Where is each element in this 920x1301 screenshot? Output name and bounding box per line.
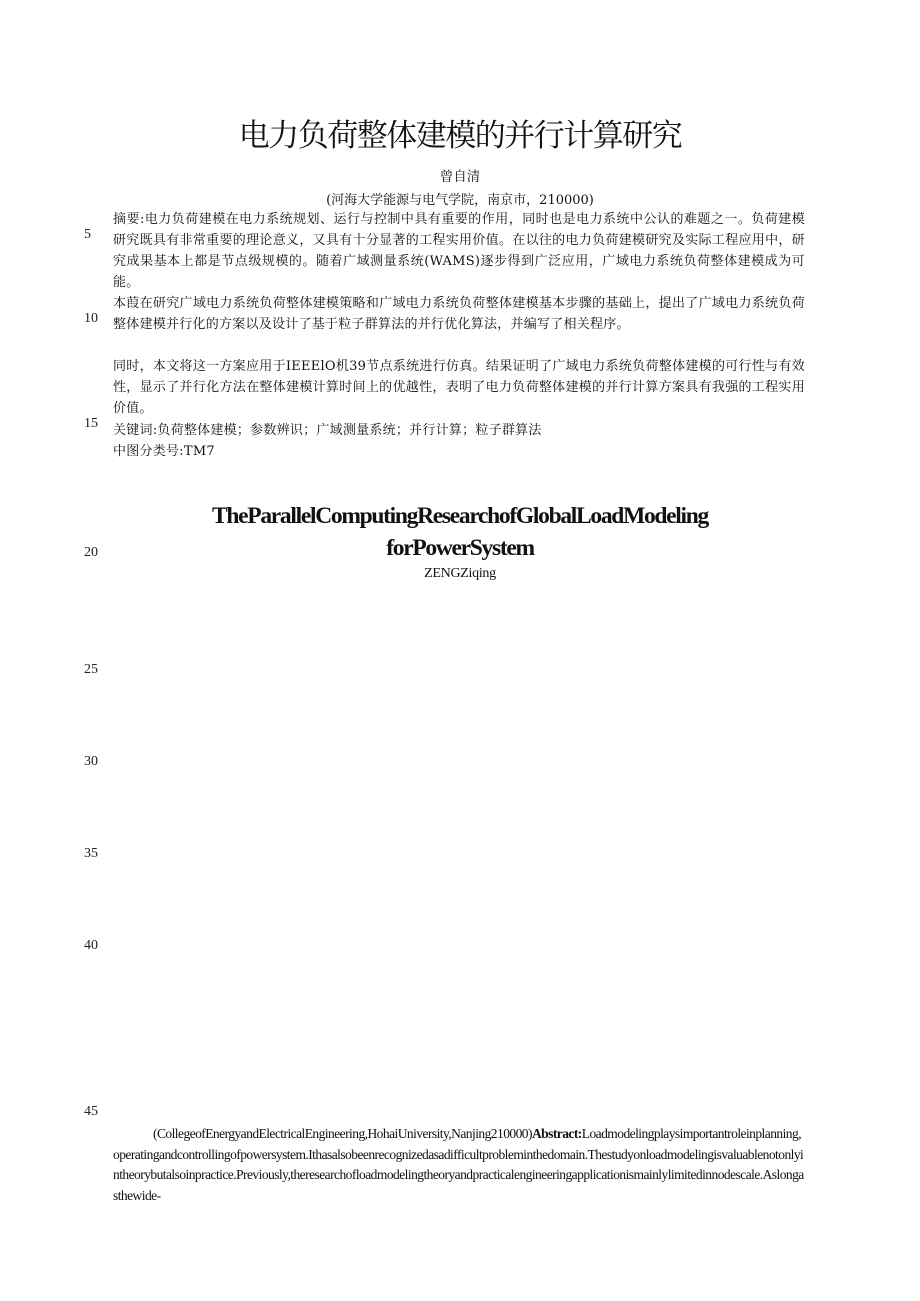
paper-title-en <box>0 500 920 564</box>
classification-label: 中图分类号 <box>113 444 180 459</box>
abstract-cn-paragraph-1 <box>113 209 805 293</box>
abstract-cn-label: 摘要 <box>113 212 140 227</box>
line-number-20: 20 <box>84 545 98 560</box>
author-name-en: ZENGZiqing <box>424 566 496 581</box>
keywords-cn <box>113 420 805 441</box>
paper-title-en-line-2: forPowerSystem <box>386 535 534 561</box>
classification-text: :TM7 <box>179 444 215 459</box>
line-number-5: 5 <box>84 227 91 242</box>
affiliation-en: (CollegeofEnergyandElectricalEngineering,HohaiUniversity,Nanjing210000) <box>153 1126 532 1141</box>
affiliation-cn: (河海大学能源与电气学院，南京市，210000) <box>326 193 594 208</box>
abstract-cn-paragraph-2 <box>113 293 805 335</box>
keywords-text: :负荷整体建模；参数辨识；广域测量系统；并行计算；粒子群算法 <box>152 423 542 438</box>
line-number-45: 45 <box>84 1104 98 1119</box>
keywords-label: 关键词 <box>113 423 153 438</box>
author-name-cn: 曾自清 <box>439 169 481 185</box>
abstract-cn-text-1: :电力负荷建模在电力系统规划、运行与控制中具有重要的作用，同时也是电力系统中公认的难题之一。负荷建模研究既具有非常重要的理论意义，又具有十分显著的工程实用价值。在以往的电力负荷建模研究及实际工程应用中，研究成果基本上都是节点级规模的。随着广域测量系统(WAMS)逐步得到广泛应用，广域电力系统负荷整体建模成为可能。 <box>113 212 805 290</box>
abstract-cn-text-2: 本葭在研究广域电力系统负荷整体建模策略和广域电力系统负荷整体建模基本步骤的基础上，提出了广域电力系统负荷整体建模并行化的方案以及设计了基于粒子群算法的并行优化算法，并编写了相关程序。 <box>113 296 805 332</box>
paper-title-cn: 电力负荷整体建模的并行计算研究 <box>238 118 682 154</box>
line-number-25: 25 <box>84 662 98 677</box>
abstract-en <box>113 1124 805 1206</box>
abstract-en-text: Loadmodelingplaysimportantroleinplanning,operatingandcontrollingofpowersystem.Ithasalsobeenrecognizedasadifficultprobleminthedomain.Thestudyonloadmodelingisvaluablenotonlyintheorybutalsoinpractice.Previously,theresearchofloadmodelingtheoryandpracticalengineeringapplicationismainlylimitedinnodescale.Aslongasthewide- <box>113 1126 804 1203</box>
abstract-en-label: Abstract: <box>531 1126 582 1141</box>
paper-title-en-line-1: TheParallelComputingResearchofGlobalLoadModeling <box>212 503 708 529</box>
abstract-cn-paragraph-3 <box>113 356 805 419</box>
classification-number <box>113 441 805 462</box>
line-number-40: 40 <box>84 938 98 953</box>
line-number-15: 15 <box>84 416 98 431</box>
line-number-35: 35 <box>84 846 98 861</box>
abstract-cn-text-3: 同时，本文将这一方案应用于IEEElO机39节点系统进行仿真。结果证明了广域电力系统负荷整体建模的可行性与有效性，显示了并行化方法在整体建模计算时间上的优越性，表明了电力负荷整体建模的并行计算方案具有我强的工程实用价值。 <box>113 359 805 416</box>
line-number-30: 30 <box>84 754 98 769</box>
line-number-10: 10 <box>84 311 98 326</box>
